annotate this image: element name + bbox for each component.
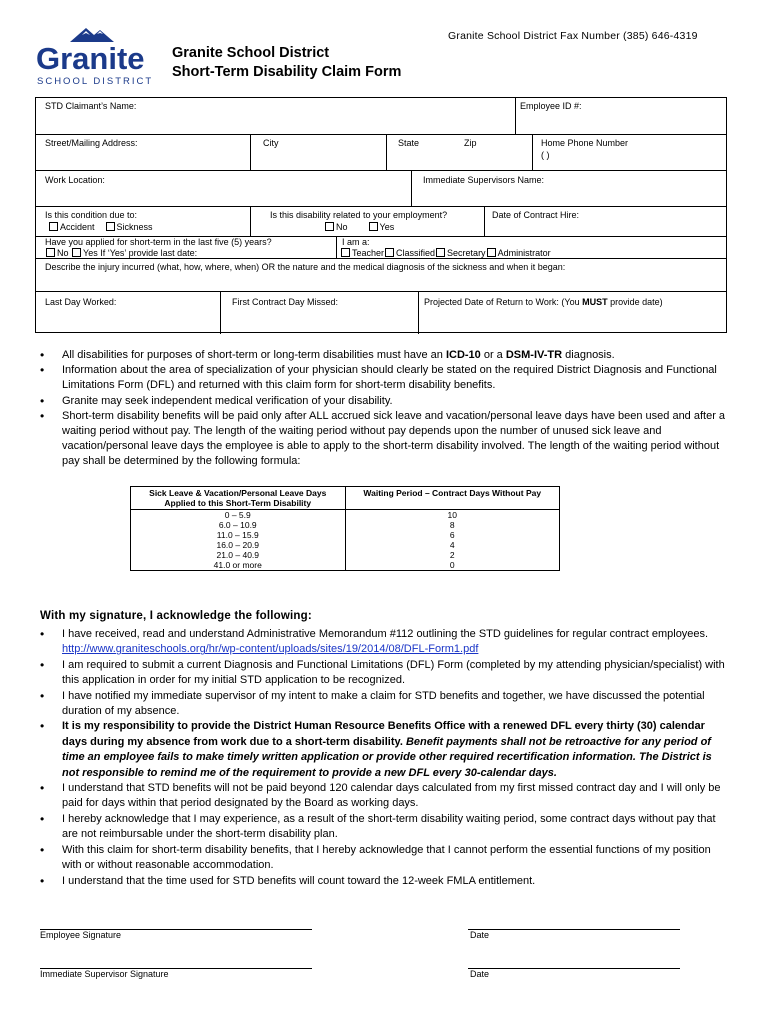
table-row: 41.0 or more 0 [131,560,560,571]
waiting-period-table [130,486,560,571]
related-no-label: No [336,222,348,232]
first-day-missed-label: First Contract Day Missed: [232,297,339,307]
info-list [40,348,730,470]
related-no-checkbox[interactable] [325,222,334,231]
return-date-label: Projected Date of Return to Work: (You MUST provide date) [424,297,663,307]
accident-label: Accident [60,222,95,232]
teacher-checkbox[interactable] [341,248,350,257]
form-heading [172,44,401,82]
applied-no-checkbox[interactable] [46,248,55,257]
secretary-label: Secretary [447,248,486,258]
supervisor-name-label: Immediate Supervisors Name: [423,175,545,185]
describe-injury-label: Describe the injury incurred (what, how, where, when) OR the nature and the medical diagnosis of the sickness and when it began: [45,262,566,272]
supervisor-date-line[interactable] [468,968,680,969]
list-item: • I am required to submit a current Diagnosis and Functional Limitations (DFL) Form (completed by my attending physician/specialist) with this application in order for my initial STD application to be recognized. [40,658,730,689]
applied-yes-label: Yes If ‘Yes’ provide last date: [83,248,198,258]
street-label: Street/Mailing Address: [45,138,138,148]
phone-parens: ( ) [541,150,550,160]
work-location-label: Work Location: [45,175,105,185]
list-item: • It is my responsibility to provide the District Human Resource Benefits Office with a renewed DFL every thirty (30) calendar days during my absence from work due to a short-term disability. Benefit payments shall not be retroactive for any period of time an employee fails to make timely written application or provide other required recertification information. The District is not responsible to remind me of the requirement to provide a new DFL every 30-calendar days. [40,719,730,781]
table-row: 6.0 – 10.9 8 [131,520,560,530]
applied-question: Have you applied for short-term in the last five (5) years? [45,237,272,247]
supervisor-date-label: Date [470,969,490,979]
administrator-label: Administrator [497,248,551,258]
employee-id-label: Employee ID #: [520,101,582,111]
table-row: 16.0 – 20.9 4 [131,540,560,550]
secretary-checkbox[interactable] [436,248,445,257]
acknowledgement-heading: With my signature, I acknowledge the following: [40,610,312,622]
list-item: • With this claim for short-term disability benefits, that I hereby acknowledge that I cannot perform the essential functions of my position with or without reasonable accommodation. [40,843,730,874]
home-phone-label: Home Phone Number [541,138,629,148]
zip-label: Zip [464,138,477,148]
condition-options [48,222,153,233]
city-label: City [263,138,279,148]
administrator-checkbox[interactable] [487,248,496,257]
last-day-worked-label: Last Day Worked: [45,297,117,307]
sickness-checkbox[interactable] [106,222,115,231]
granite-logo [34,22,160,88]
employee-date-line[interactable] [468,929,680,930]
dfl-form-link[interactable]: http://www.graniteschools.org/hr/wp-content/uploads/sites/19/2014/08/DFL-Form1.pdf [62,643,479,656]
logo-subtext: SCHOOL DISTRICT [37,76,154,87]
applied-yes-checkbox[interactable] [72,248,81,257]
org-name: Granite School District [172,45,330,61]
related-options [324,222,394,233]
form-title: Short-Term Disability Claim Form [172,64,402,80]
list-item: • I have notified my immediate supervisor of my intent to make a claim for STD benefits and together, we have discussed the potential duration of my absence. [40,689,730,720]
sickness-label: Sickness [116,222,153,232]
claimant-name-label: STD Claimant’s Name: [45,101,137,111]
accident-checkbox[interactable] [49,222,58,231]
table-header: Waiting Period – Contract Days Without Pay [345,487,560,510]
logo-wordmark: Granite [36,41,145,76]
classified-checkbox[interactable] [385,248,394,257]
employee-signature-label: Employee Signature [40,930,122,940]
applied-options [45,248,197,259]
list-item: • I have received, read and understand Administrative Memorandum #112 outlining the STD guidelines for regular contract employees. http://www.graniteschools.org/hr/wp-content/uploads/sites/19/2014/08/DFL-Form1.pdf [40,627,730,658]
related-yes-checkbox[interactable] [369,222,378,231]
applied-no-label: No [57,248,69,258]
list-item: • Short-term disability benefits will be paid only after ALL accrued sick leave and vacation/personal leave days have been used and after a waiting period without pay. The length of the waiting period without pay depends upon the number of unused sick leave and vacation/personal leave days the employee is able to apply to the short-term disability involved. The length of the waiting period without pay shall be determined by the following formula: [40,409,730,470]
table-header: Sick Leave & Vacation/Personal Leave Days Applied to this Short-Term Disability [131,487,346,510]
table-row: 11.0 – 15.9 6 [131,530,560,540]
table-row: 21.0 – 40.9 2 [131,550,560,560]
supervisor-signature-label: Immediate Supervisor Signature [40,969,169,979]
teacher-label: Teacher [352,248,385,258]
state-label: State [398,138,420,148]
mountain-icon [34,22,160,88]
list-item: • I understand that STD benefits will not be paid beyond 120 calendar days calculated from my first missed contract day and I will only be paid for days within that period designated by the Board as working days. [40,781,730,812]
claim-form-grid [35,97,727,333]
employee-date-label: Date [470,930,490,940]
classified-label: Classified [396,248,436,258]
fax-number: Granite School District Fax Number (385) 646-4319 [448,30,698,42]
related-yes-label: Yes [379,222,395,232]
list-item: • All disabilities for purposes of short-term or long-term disabilities must have an ICD-10 or a DSM-IV-TR diagnosis. [40,348,730,363]
i-am-label: I am a: [342,237,370,247]
list-item: • I hereby acknowledge that I may experience, as a result of the short-term disability waiting period, some contract days without pay that are not reimbursable under the short-term disability plan. [40,812,730,843]
condition-question: Is this condition due to: [45,210,138,220]
list-item: • Granite may seek independent medical verification of your disability. [40,394,730,409]
position-options [340,248,551,259]
list-item: • Information about the area of specialization of your physician should clearly be stated on the required District Diagnosis and Functional Limitations Form (DFL) and returned with this claim form for short-term disability benefits. [40,363,730,393]
contract-hire-label: Date of Contract Hire: [492,210,580,220]
employment-related-question: Is this disability related to your employment? [270,210,448,220]
table-row: 0 – 5.9 10 [131,510,560,521]
list-item: • I understand that the time used for STD benefits will count toward the 12-week FMLA entitlement. [40,874,730,889]
acknowledgement-list [40,627,730,889]
